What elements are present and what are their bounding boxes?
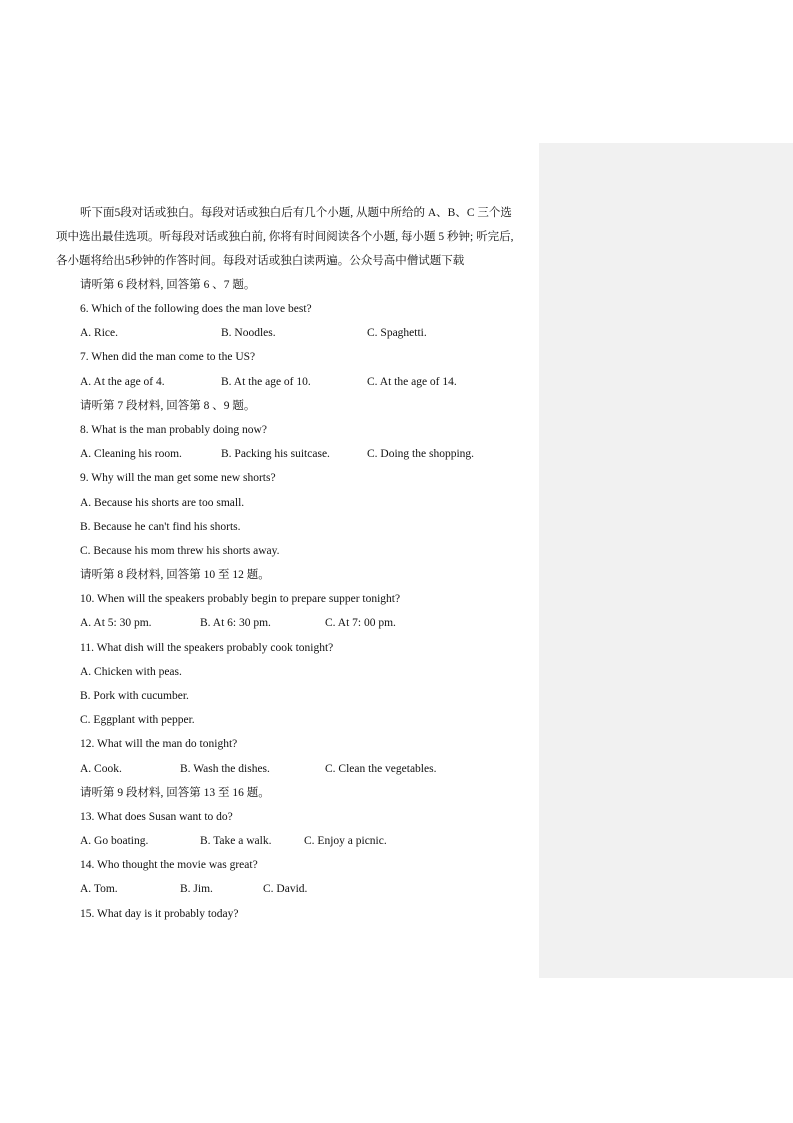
option-a: A. Go boating.	[80, 835, 149, 847]
option-a: A. At 5: 30 pm.	[80, 617, 152, 629]
option-a: A. At the age of 4.	[80, 376, 165, 388]
section-heading-7: 请听第 7 段材料, 回答第 8 、9 题。	[80, 400, 256, 412]
question-11: 11. What dish will the speakers probably cook tonight?	[80, 642, 334, 654]
option-a: A. Tom.	[80, 883, 118, 895]
intro-line-2: 项中选出最佳选项。听每段对话或独白前, 你将有时间阅读各个小题, 每小题 5 秒钟; 听完后,	[56, 231, 514, 243]
question-9: 9. Why will the man get some new shorts?	[80, 472, 276, 484]
option-c: C. At 7: 00 pm.	[325, 617, 396, 629]
option-b: B. Packing his suitcase.	[221, 448, 330, 460]
question-15: 15. What day is it probably today?	[80, 908, 239, 920]
question-13: 13. What does Susan want to do?	[80, 811, 233, 823]
question-10: 10. When will the speakers probably begin to prepare supper tonight?	[80, 593, 401, 605]
question-7: 7. When did the man come to the US?	[80, 351, 256, 363]
section-heading-6: 请听第 6 段材料, 回答第 6 、7 题。	[80, 279, 256, 291]
option-b: B. Jim.	[180, 883, 213, 895]
question-6: 6. Which of the following does the man love best?	[80, 303, 312, 315]
option-b: B. Wash the dishes.	[180, 763, 270, 775]
option-a: A. Cleaning his room.	[80, 448, 182, 460]
section-heading-8: 请听第 8 段材料, 回答第 10 至 12 题。	[80, 569, 270, 581]
option-c: C. David.	[263, 883, 308, 895]
option-a: A. Cook.	[80, 763, 122, 775]
option-b: B. At the age of 10.	[221, 376, 311, 388]
option-c: C. Clean the vegetables.	[325, 763, 437, 775]
question-11-option-b: B. Pork with cucumber.	[80, 690, 189, 702]
intro-line-3: 各小题将给出5秒钟的作答时间。每段对话或独白读两遍。公众号高中僧试题下载	[56, 255, 465, 267]
intro-line-1: 听下面5段对话或独白。每段对话或独白后有几个小题, 从题中所给的 A、B、C 三个选	[80, 207, 512, 219]
option-c: C. Doing the shopping.	[367, 448, 475, 460]
option-c: C. Spaghetti.	[367, 327, 427, 339]
option-c: C. At the age of 14.	[367, 376, 457, 388]
question-11-option-c: C. Eggplant with pepper.	[80, 714, 195, 726]
question-12: 12. What will the man do tonight?	[80, 738, 238, 750]
question-9-option-c: C. Because his mom threw his shorts away.	[80, 545, 280, 557]
section-heading-9: 请听第 9 段材料, 回答第 13 至 16 题。	[80, 787, 270, 799]
option-b: B. At 6: 30 pm.	[200, 617, 271, 629]
option-a: A. Rice.	[80, 327, 119, 339]
question-9-option-a: A. Because his shorts are too small.	[80, 497, 245, 509]
question-14: 14. Who thought the movie was great?	[80, 859, 258, 871]
comment-margin-panel	[539, 143, 793, 978]
question-11-option-a: A. Chicken with peas.	[80, 666, 182, 678]
option-b: B. Take a walk.	[200, 835, 272, 847]
question-9-option-b: B. Because he can't find his shorts.	[80, 521, 241, 533]
question-8: 8. What is the man probably doing now?	[80, 424, 267, 436]
option-c: C. Enjoy a picnic.	[304, 835, 387, 847]
option-b: B. Noodles.	[221, 327, 276, 339]
